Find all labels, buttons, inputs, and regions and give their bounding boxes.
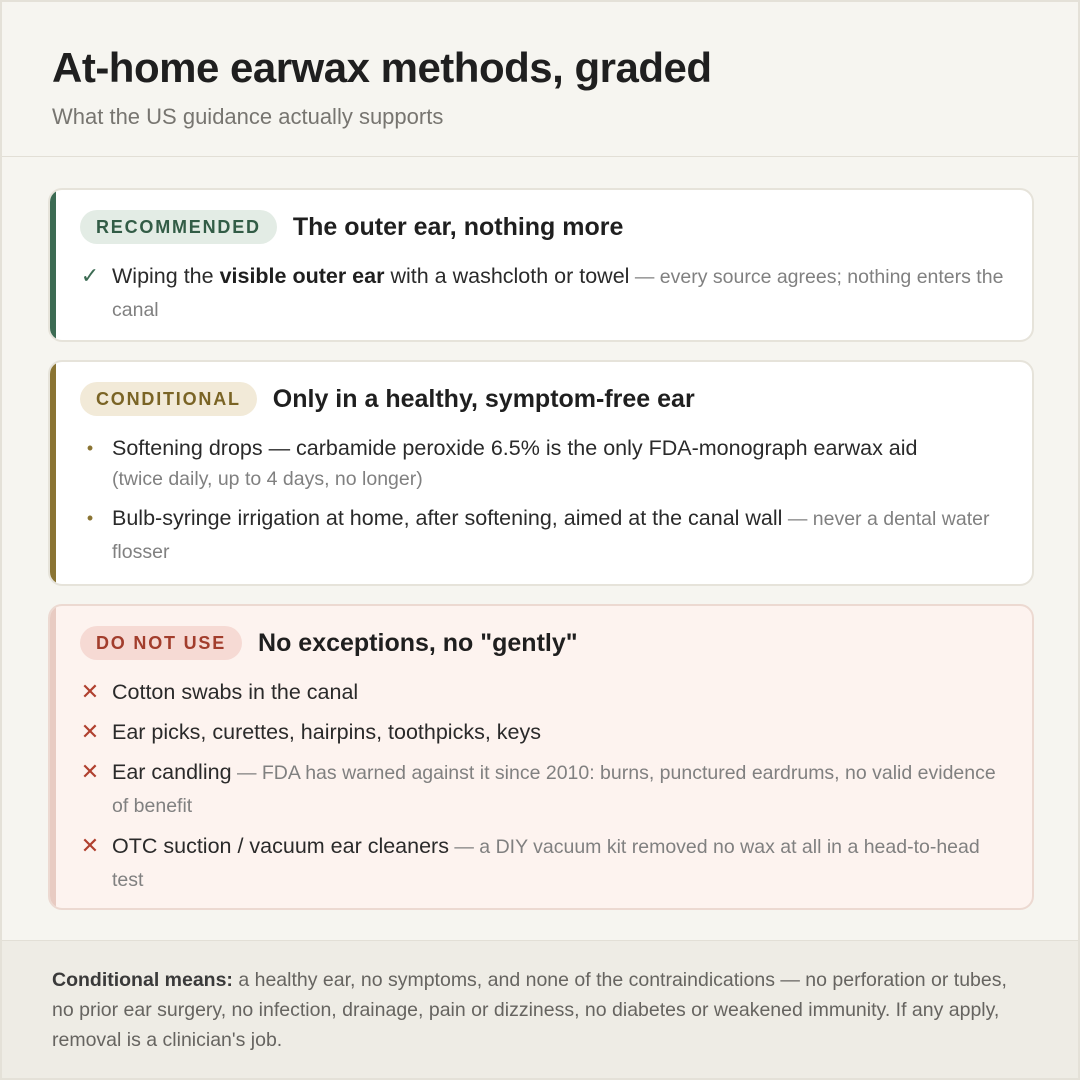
list-item — [78, 716, 1008, 748]
x-icon: ✕ — [80, 833, 100, 858]
page-title: At-home earwax methods, graded — [52, 44, 712, 91]
item-text: Cotton swabs in the canal — [112, 680, 359, 704]
item-text: Softening drops — carbamide peroxide 6.5% is the only FDA-monograph earwax aid — [112, 436, 918, 460]
item-text — [112, 760, 996, 817]
footer-note — [2, 940, 1078, 1078]
check-icon: ✓ — [80, 263, 100, 288]
item-text-post: with a washcloth or towel — [384, 264, 630, 288]
list-item — [78, 260, 1008, 326]
item-text-main: Ear candling — [112, 760, 232, 784]
item-note: — FDA has warned against it since 2010: burns, punctured eardrums, no valid evidence of benefit — [112, 762, 996, 817]
conditional-badge: CONDITIONAL — [80, 382, 257, 416]
page-header — [2, 2, 1078, 157]
bullet-icon: • — [86, 438, 94, 458]
x-icon: ✕ — [80, 719, 100, 744]
do-not-use-card — [48, 604, 1034, 910]
recommended-card — [48, 188, 1034, 342]
list-item — [78, 756, 1008, 822]
item-text-pre: Wiping the — [112, 264, 220, 288]
recommended-card-title: The outer ear, nothing more — [292, 212, 624, 241]
do-not-use-card-header — [80, 626, 1012, 660]
item-text — [112, 264, 1003, 321]
item-subnote: (twice daily, up to 4 days, no longer) — [112, 468, 423, 490]
footer-body: a healthy ear, no symptoms, and none of the contraindications — no perforation or tubes, no prior ear surgery, no infection, drainage, pain or dizziness, no diabetes or weakened immunity. If any apply, removal is a clinician's job. — [52, 969, 1007, 1051]
recommended-badge: RECOMMENDED — [80, 210, 277, 244]
item-note: — a DIY vacuum kit removed no wax at all in a head-to-head test — [112, 836, 980, 891]
do-not-use-card-title: No exceptions, no "gently" — [258, 628, 578, 657]
page-subtitle: What the US guidance actually supports — [52, 104, 444, 129]
recommended-items — [78, 260, 1008, 338]
item-text — [112, 506, 989, 563]
item-note: — never a dental water flosser — [112, 508, 990, 563]
item-text-main: OTC suction / vacuum ear cleaners — [112, 834, 449, 858]
do-not-use-accent-bar — [50, 606, 56, 908]
conditional-card-title: Only in a healthy, symptom-free ear — [272, 384, 695, 413]
item-text-bold: visible outer ear — [219, 264, 385, 288]
conditional-items — [78, 432, 1008, 580]
footer-label: Conditional means: — [52, 969, 233, 991]
item-note: — every source agrees; nothing enters the canal — [112, 266, 1004, 321]
recommended-accent-bar — [50, 190, 56, 340]
x-icon: ✕ — [80, 759, 100, 784]
do-not-use-badge: DO NOT USE — [80, 626, 242, 660]
bullet-icon: • — [86, 508, 94, 528]
do-not-use-items — [78, 676, 1008, 908]
list-item — [78, 676, 1008, 708]
recommended-card-header — [80, 210, 1012, 244]
item-text-main: Bulb-syringe irrigation at home, after softening, aimed at the canal wall — [112, 506, 783, 530]
list-item — [78, 830, 1008, 896]
item-text — [112, 834, 980, 891]
list-item — [78, 502, 1008, 568]
list-item — [78, 432, 1008, 494]
conditional-card — [48, 360, 1034, 586]
footer-text — [52, 965, 1028, 1055]
item-text: Ear picks, curettes, hairpins, toothpicks, keys — [112, 720, 541, 744]
conditional-card-header — [80, 382, 1012, 416]
x-icon: ✕ — [80, 679, 100, 704]
conditional-accent-bar — [50, 362, 56, 584]
